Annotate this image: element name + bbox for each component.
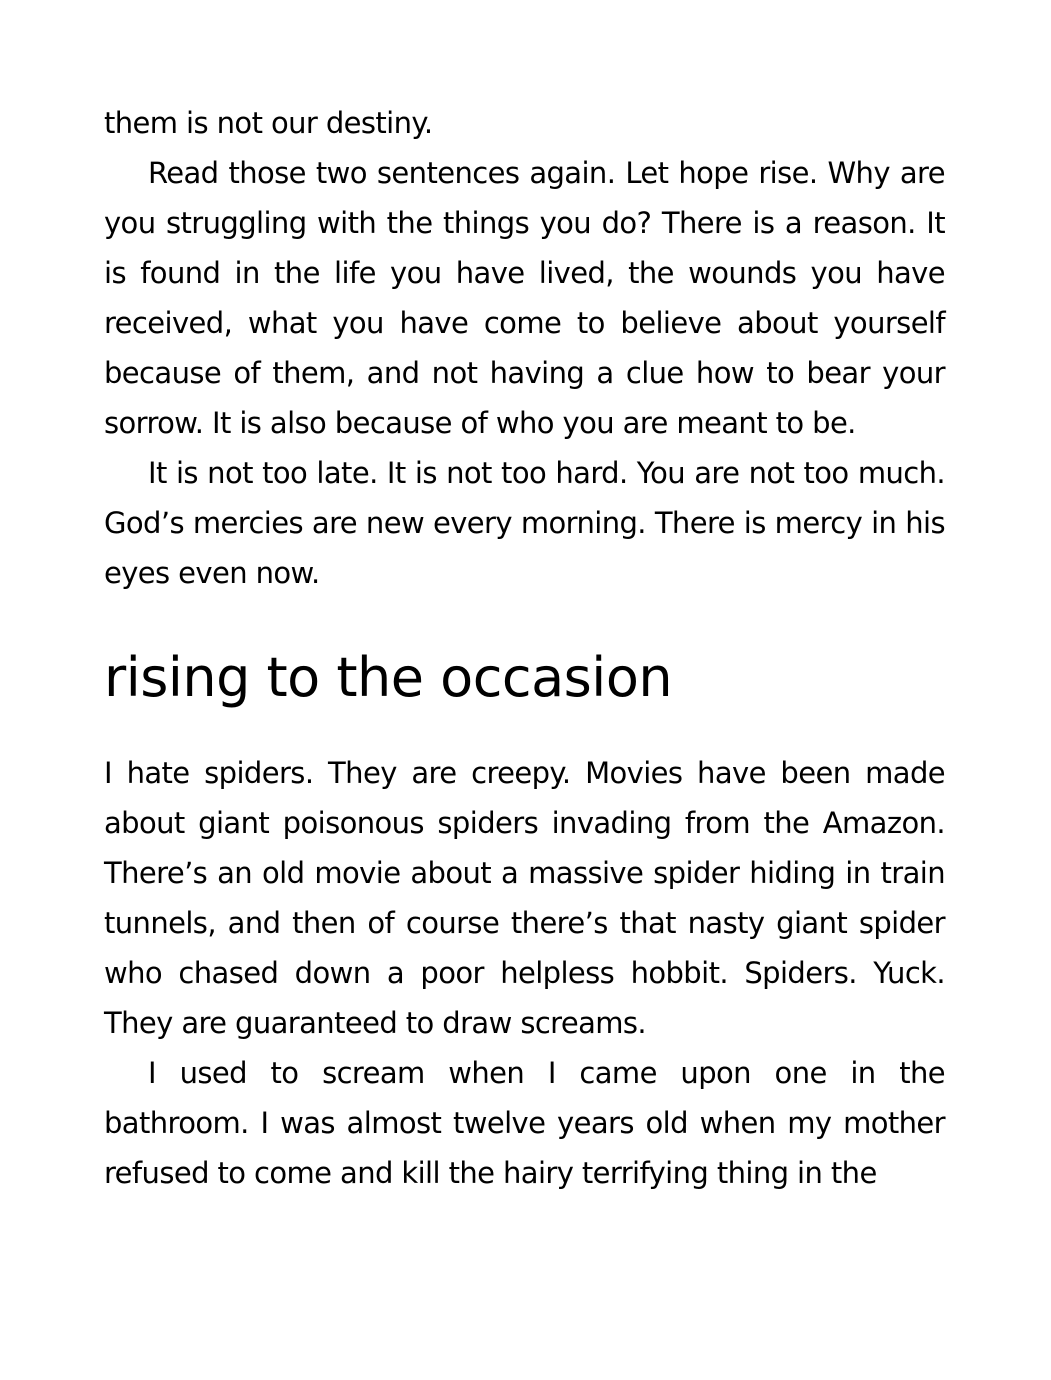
paragraph-scream: I used to scream when I came upon one in the bathroom. I was almost twelve years old when my mother refused to come and kill the hairy terrifying thing in the bbox=[104, 1056, 945, 1190]
section-heading: rising to the occasion bbox=[104, 646, 673, 709]
paragraph-continuation: them is not our destiny. bbox=[104, 106, 433, 140]
book-page bbox=[104, 98, 945, 1198]
paragraph-not-too-late: It is not too late. It is not too hard. You are not too much. God’s mercies are new every morning. There is mercy in his eyes even now. bbox=[104, 456, 945, 590]
paragraph-read-again: Read those two sentences again. Let hope rise. Why are you struggling with the things you do? There is a reason. It is found in the life you have lived, the wounds you have received, what you have come to believe about yourself because of them, and not having a clue how to bear your sorrow. It is also because of who you are meant to be. bbox=[104, 156, 945, 440]
paragraph-spiders: I hate spiders. They are creepy. Movies have been made about giant poisonous spiders invading from the Amazon. There’s an old movie about a massive spider hiding in train tunnels, and then of course there’s that nasty giant spider who chased down a poor helpless hobbit. Spiders. Yuck. They are guaranteed to draw screams. bbox=[104, 756, 945, 1040]
